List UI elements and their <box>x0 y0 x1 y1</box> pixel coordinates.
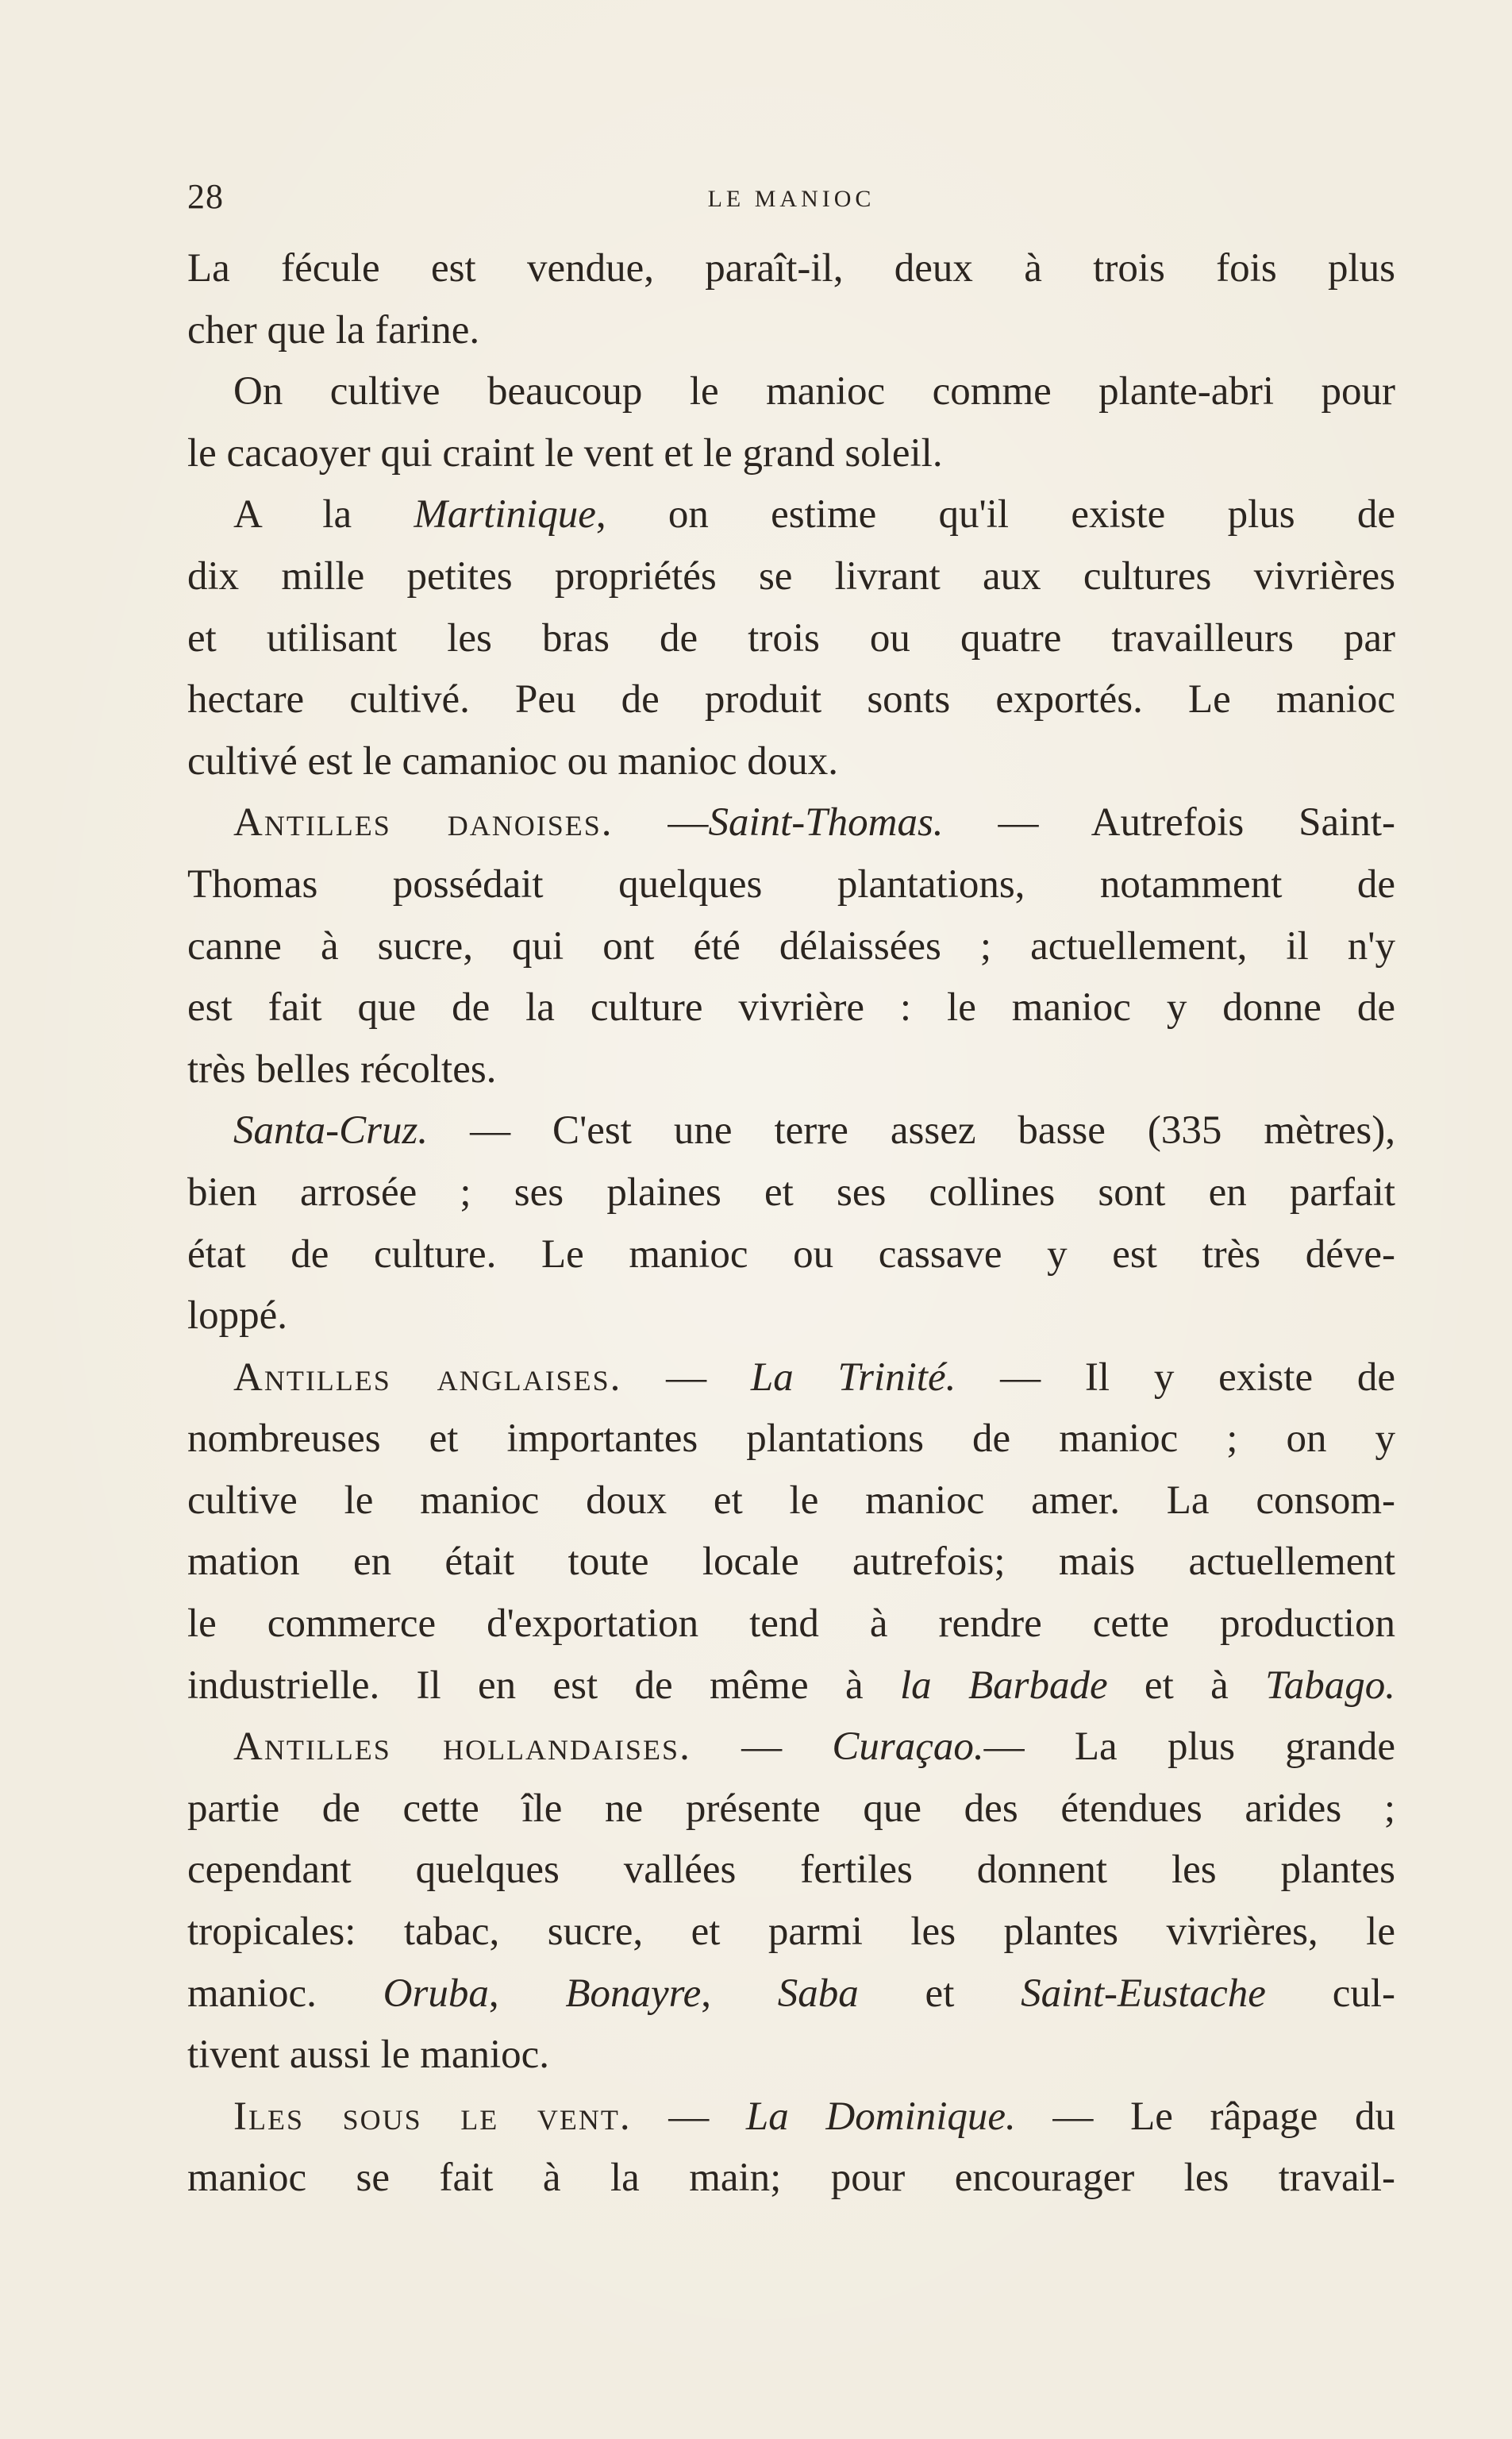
text-run: — C'est une terre assez basse (335 mètres), <box>428 1108 1395 1154</box>
text-run: cultive le manioc doux et le manioc amer. La consom- <box>187 1478 1395 1523</box>
section-heading: Antilles hollandaises. <box>233 1724 691 1770</box>
text-line-18 <box>187 1285 1395 1347</box>
text-run: tropicales: tabac, sucre, et parmi les plantes vivrières, le <box>187 1909 1395 1955</box>
text-run: dix mille petites propriétés se livrant aux cultures vivrières <box>187 553 1395 599</box>
text-line-11 <box>187 854 1395 916</box>
text-line-4 <box>187 423 1395 485</box>
text-run: manioc se fait à la main; pour encourager les travail- <box>187 2156 1395 2201</box>
text-run: et à <box>1107 1663 1266 1708</box>
italic-phrase: Oruba <box>383 1971 489 2016</box>
body-text <box>187 238 1395 2210</box>
text-run: , on estime qu'il existe plus de <box>595 492 1395 538</box>
text-run: — <box>621 1354 751 1400</box>
italic-phrase: Saint-Eustache <box>1021 1971 1266 2016</box>
text-run: cul- <box>1265 1971 1395 2016</box>
text-line-7 <box>187 608 1395 670</box>
italic-phrase: la Barbade <box>899 1663 1108 1708</box>
text-run: canne à sucre, qui ont été délaissées ; actuellement, il n'y <box>187 923 1395 969</box>
text-run: A la <box>233 492 414 538</box>
italic-phrase: La Trinité. <box>750 1354 956 1400</box>
text-run: Thomas possédait quelques plantations, notamment de <box>187 861 1395 907</box>
text-line-15 <box>187 1100 1395 1162</box>
text-line-28 <box>187 1901 1395 1963</box>
text-line-6 <box>187 546 1395 608</box>
text-line-29 <box>187 1963 1395 2025</box>
text-run: La fécule est vendue, paraît-il, deux à trois fois plus <box>187 246 1395 291</box>
text-line-3 <box>187 361 1395 423</box>
text-run: , <box>701 1971 778 2016</box>
italic-phrase: Santa-Cruz. <box>233 1108 429 1154</box>
text-run: état de culture. Le manioc ou cassave y est très déve- <box>187 1231 1395 1277</box>
text-run: et <box>858 1971 1021 2016</box>
text-line-26 <box>187 1778 1395 1840</box>
text-line-27 <box>187 1840 1395 1901</box>
italic-phrase: Tabago. <box>1265 1663 1395 1708</box>
text-run: — Le râpage du <box>1015 2094 1395 2139</box>
text-run: — Il y existe de <box>956 1354 1395 1400</box>
section-heading: Iles sous le vent. <box>233 2094 632 2139</box>
running-head <box>187 176 1395 216</box>
text-line-9 <box>187 731 1395 793</box>
text-run: bien arrosée ; ses plaines et ses collines sont en parfait <box>187 1169 1395 1215</box>
italic-phrase: Bonayre <box>565 1971 702 2016</box>
text-run: — <box>691 1724 833 1770</box>
text-run: cultivé est le camanioc ou manioc doux. <box>187 738 838 784</box>
text-run: manioc. <box>187 1971 383 2016</box>
text-run: loppé. <box>187 1293 288 1339</box>
text-line-19 <box>187 1347 1395 1409</box>
text-line-2 <box>187 300 1395 362</box>
italic-phrase: Saba <box>777 1971 859 2016</box>
text-line-12 <box>187 916 1395 978</box>
section-heading: Antilles danoises. <box>233 800 614 846</box>
text-run: industrielle. Il en est de même à <box>187 1663 900 1708</box>
text-run: le cacaoyer qui craint le vent et le grand soleil. <box>187 430 943 476</box>
italic-phrase: Saint-Thomas. <box>708 800 944 846</box>
text-line-24 <box>187 1655 1395 1717</box>
italic-phrase: Martinique <box>414 492 596 538</box>
text-run: cher que la farine. <box>187 307 480 353</box>
text-line-17 <box>187 1224 1395 1286</box>
text-run: — <box>631 2094 746 2139</box>
text-run: — <box>613 800 709 846</box>
text-run: cependant quelques vallées fertiles donnent les plantes <box>187 1848 1395 1893</box>
italic-phrase: La Dominique. <box>745 2094 1016 2139</box>
text-line-14 <box>187 1039 1395 1101</box>
text-run: partie de cette île ne présente que des étendues arides ; <box>187 1786 1395 1831</box>
text-run: est fait que de la culture vivrière : le manioc y donne de <box>187 985 1395 1031</box>
text-line-1 <box>187 238 1395 300</box>
text-line-23 <box>187 1593 1395 1655</box>
text-line-13 <box>187 977 1395 1039</box>
text-line-16 <box>187 1162 1395 1224</box>
page-number: 28 <box>187 177 224 216</box>
text-line-10 <box>187 792 1395 854</box>
text-line-30 <box>187 2025 1395 2086</box>
section-heading: Antilles anglaises. <box>233 1354 622 1400</box>
text-run: nombreuses et importantes plantations de manioc ; on y <box>187 1416 1395 1462</box>
text-run: et utilisant les bras de trois ou quatre travailleurs par <box>187 615 1395 661</box>
text-run: — Autrefois Saint- <box>943 800 1395 846</box>
text-run: le commerce d'exportation tend à rendre cette production <box>187 1601 1395 1647</box>
text-run: , <box>488 1971 566 2016</box>
text-run: tivent aussi le manioc. <box>187 2032 550 2078</box>
text-run: On cultive beaucoup le manioc comme plante-abri pour <box>233 369 1395 414</box>
italic-phrase: Curaçao. <box>832 1724 984 1770</box>
running-title: LE MANIOC <box>707 186 875 212</box>
text-line-21 <box>187 1470 1395 1532</box>
text-line-25 <box>187 1717 1395 1778</box>
text-line-22 <box>187 1532 1395 1593</box>
text-run: très belles récoltes. <box>187 1046 497 1092</box>
text-run: hectare cultivé. Peu de produit sonts exportés. Le manioc <box>187 677 1395 722</box>
text-run: mation en était toute locale autrefois; mais actuellement <box>187 1539 1395 1585</box>
text-line-32 <box>187 2148 1395 2210</box>
text-line-8 <box>187 669 1395 731</box>
text-run: — La plus grande <box>983 1724 1395 1770</box>
text-line-5 <box>187 484 1395 546</box>
text-line-20 <box>187 1408 1395 1470</box>
text-line-31 <box>187 2086 1395 2148</box>
